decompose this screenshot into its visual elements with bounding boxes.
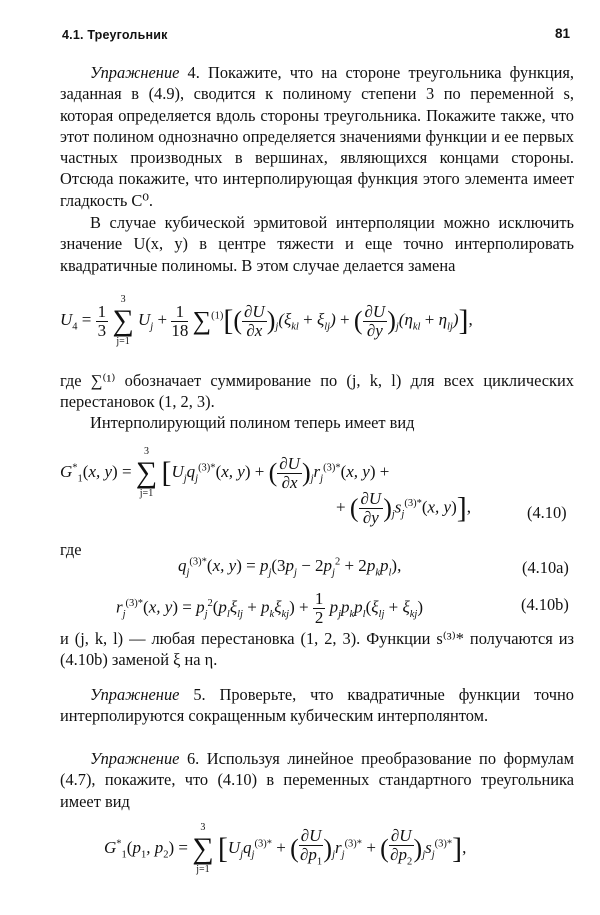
exercise-5 xyxy=(60,684,574,727)
exercise-4-label: Упражнение xyxy=(90,63,180,82)
equation-number-4-10: (4.10) xyxy=(527,503,567,522)
paragraph-interp: Интерполирующий полином теперь имеет вид xyxy=(90,413,415,432)
exercise-6-label: Упражнение xyxy=(90,749,180,768)
exercise-4-text: 4. Покажите, что на стороне треугольника функция, заданная в (4.9), сводится к полиному степени 3 по переменной s, которая определяется вдоль стороны треугольника. Покажите также, что этот полином однозначно определяется значениями функции и ее первых частных производных в вершинах, являющихся концами стороны. Отсюда покажите, что интерполирующая функция этого элемента имеет гладкость C⁰. xyxy=(60,63,574,210)
where-label: где xyxy=(60,540,82,559)
equation-u4: $U_4$ = $\frac{1}{3}$ 3 ∑ j=1 $U_j$ + $\frac{1}{18}$ ∑$^{(1)}$[( $\frac{\partial U}{\partial x}$ )$_j(\xi_{kl} + \xi_{lj})$ + ( $\frac{\partial U}{\partial y}$ )$_j(\eta_{kl} + \eta_{lj})$], xyxy=(60,294,473,347)
equation-number-4-10b: (4.10b) xyxy=(521,595,569,614)
exercise-5-text: 5. Проверьте, что квадратичные функции точно интерполируются сокращенным кубическим интерполянтом. xyxy=(60,685,574,726)
equation-4-10b: $r_j^{(3)*}(x$, $y) = p_j^2(p_l\xi_{lj} + p_k\xi_{kj})$ + $\frac{1}{2}$ $p_jp_kp_l(\xi_{lj} + \xi_{kj})$ xyxy=(116,589,424,627)
equation-standard-triangle: $G^*_1(p_1$, $p_2$) = 3 ∑ j=1 [$U_jq_j^{(3)*}$ + ( $\frac{\partial U}{\partial p_1}$ )$_jr_j^{(3)*}$ + ( $\frac{\partial U}{\partial p_2}$ )$_js_j^{(3)*}$], xyxy=(104,822,467,875)
exercise-6 xyxy=(60,748,574,812)
equation-4-10-line1: $G^*_1(x$, y) = 3 ∑ j=1 [$U_jq_j^{(3)*}(x$, y) + ( $\frac{\partial U}{\partial x}$ )$_jr_j^{(3)*}(x$, y) + xyxy=(60,446,390,499)
exercise-6-text: 6. Используя линейное преобразование по формулам (4.7), покажите, что (4.10) в переменных стандартного треугольника имеет вид xyxy=(60,749,574,811)
running-header: 4.1. Треугольник xyxy=(62,28,168,42)
paragraph-hermite: В случае кубической эрмитовой интерполяции можно исключить значение U(x, y) в центре тяжести и еще точно интерполировать квадратичные полиномы. В этом случае делается замена xyxy=(60,213,574,275)
exercise-4 xyxy=(60,62,574,211)
paragraph-sum-note: где ∑⁽¹⁾ обозначает суммирование по (j, k, l) для всех циклических перестановок (1, 2, 3). xyxy=(60,371,574,412)
paragraph-permutation: и (j, k, l) — любая перестановка (1, 2, 3). Функции s⁽³⁾* получаются из (4.10b) заменой ξ на η. xyxy=(60,629,574,670)
page-number: 81 xyxy=(554,26,570,41)
equation-number-4-10a: (4.10a) xyxy=(522,558,569,577)
exercise-5-label: Упражнение xyxy=(90,685,180,704)
equation-4-10a: $q_j^{(3)*}(x$, $y) = p_j(3p_j - 2p_j^2 + 2p_kp_l)$, xyxy=(178,556,402,579)
equation-4-10-line2: + ( $\frac{\partial U}{\partial y}$ )$_js_j^{(3)*}(x$, y)], xyxy=(336,489,472,527)
